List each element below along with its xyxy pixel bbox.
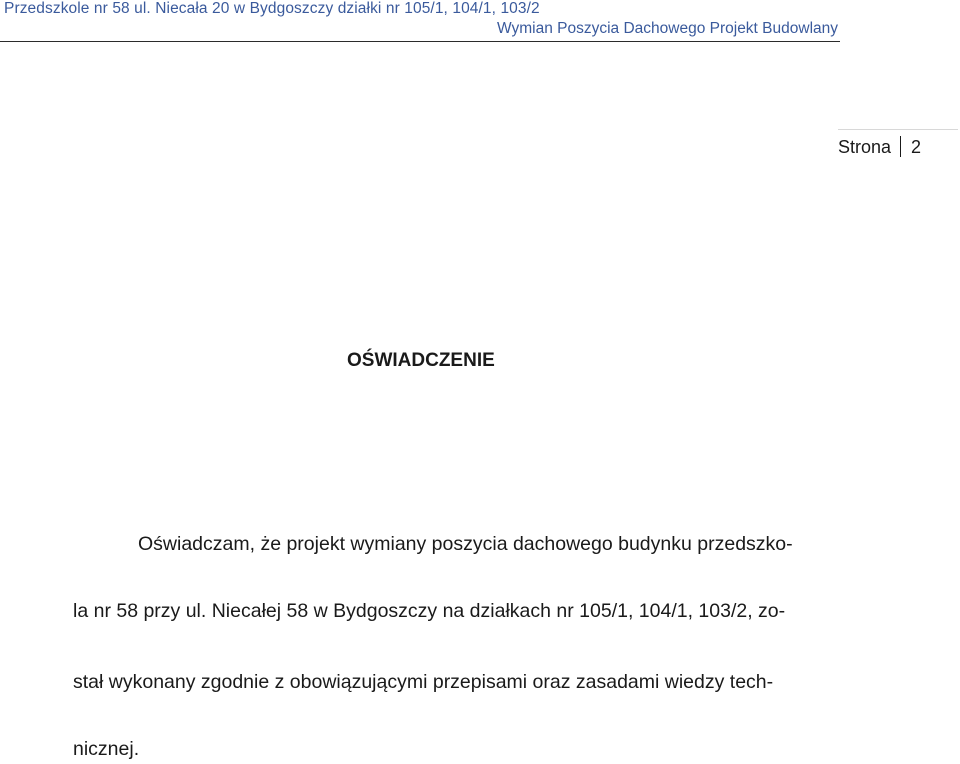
page-number bbox=[838, 136, 921, 158]
statement-line-2: la nr 58 przy ul. Niecałej 58 w Bydgoszczy na działkach nr 105/1, 104/1, 103/2, zo- bbox=[73, 600, 786, 622]
page-number-label: Strona bbox=[838, 137, 892, 157]
statement-line-3: stał wykonany zgodnie z obowiązującymi przepisami oraz zasadami wiedzy tech- bbox=[73, 671, 774, 693]
statement-line-1: Oświadczam, że projekt wymiany poszycia dachowego budynku przedszko- bbox=[138, 533, 793, 555]
page-number-separator bbox=[900, 136, 901, 157]
header-project-title: Wymian Poszycia Dachowego Projekt Budowlany bbox=[496, 20, 838, 37]
page-number-divider bbox=[838, 129, 958, 130]
statement-line-4: nicznej. bbox=[73, 738, 140, 760]
document-title: OŚWIADCZENIE bbox=[347, 350, 495, 371]
header-divider bbox=[0, 41, 840, 42]
page-number-value: 2 bbox=[911, 137, 922, 157]
header-project-address: Przedszkole nr 58 ul. Niecała 20 w Bydgoszczy działki nr 105/1, 104/1, 103/2 bbox=[4, 0, 540, 17]
